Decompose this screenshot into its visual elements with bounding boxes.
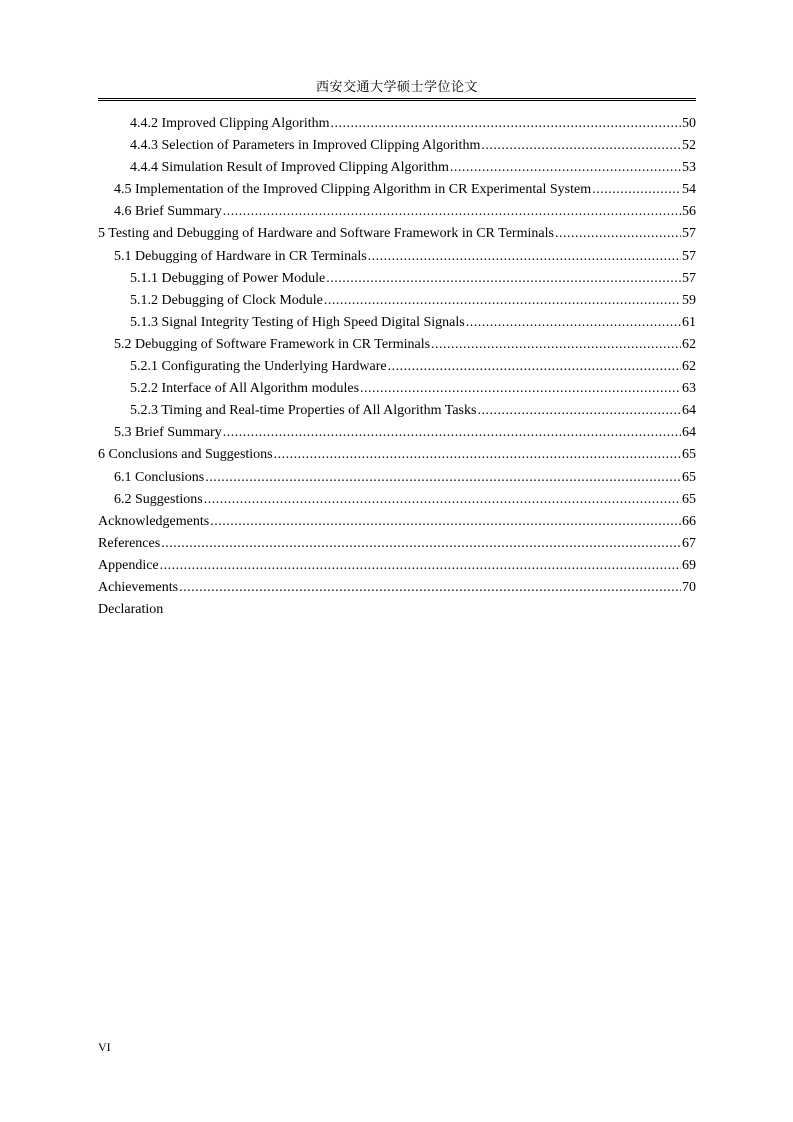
- toc-entry-page: 70: [682, 579, 696, 595]
- toc-entry[interactable]: [98, 113, 696, 135]
- toc-entry-page: 56: [682, 204, 696, 220]
- toc-entry-title: 6.1 Conclusions: [114, 469, 205, 485]
- toc-entry[interactable]: [98, 378, 696, 400]
- toc-entry[interactable]: [98, 555, 696, 577]
- toc-entry[interactable]: [98, 356, 696, 378]
- toc-dot-leader: [592, 179, 681, 201]
- toc-dot-leader: [326, 268, 681, 290]
- toc-dot-leader: [205, 467, 681, 489]
- toc-entry-page: 57: [682, 270, 696, 286]
- toc-entry-page: 57: [682, 226, 696, 242]
- toc-entry[interactable]: [98, 489, 696, 511]
- toc-dot-leader: [160, 555, 681, 577]
- page-number: VI: [98, 1040, 111, 1054]
- toc-entry[interactable]: [98, 223, 696, 245]
- toc-entry-page: 50: [682, 116, 696, 131]
- toc-entry-page: 67: [682, 535, 696, 551]
- toc-entry[interactable]: [98, 511, 696, 533]
- toc-dot-leader: [331, 113, 682, 135]
- toc-entry-title: Declaration: [98, 602, 164, 618]
- toc-entry[interactable]: [98, 312, 696, 334]
- toc-entry-page: 69: [682, 557, 696, 573]
- toc-entry-page: 62: [682, 336, 696, 352]
- toc-dot-leader: [431, 334, 681, 356]
- toc-entry-title: 5.2.3 Timing and Real-time Properties of All Algorithm Tasks: [130, 403, 477, 419]
- toc-entry-title: 5.2.2 Interface of All Algorithm modules: [130, 381, 360, 397]
- toc-entry-page: 57: [682, 248, 696, 264]
- toc-entry[interactable]: [98, 268, 696, 290]
- toc-dot-leader: [179, 577, 681, 599]
- toc-entry-title: 5 Testing and Debugging of Hardware and Software Framework in CR Terminals: [98, 226, 554, 242]
- toc-entry-title: 4.6 Brief Summary: [114, 204, 222, 220]
- toc-entry-page: 54: [682, 182, 696, 198]
- toc-dot-leader: [555, 223, 681, 245]
- toc-entry[interactable]: [98, 400, 696, 422]
- toc-dot-leader: [204, 489, 681, 511]
- toc-entry[interactable]: [98, 334, 696, 356]
- toc-entry-title: 4.4.3 Selection of Parameters in Improved Clipping Algorithm: [130, 138, 481, 154]
- toc-dot-leader: [223, 422, 681, 444]
- toc-entry-page: 65: [682, 491, 696, 507]
- toc-entry-title: 5.1 Debugging of Hardware in CR Terminals: [114, 248, 367, 264]
- toc-dot-leader: [368, 246, 681, 268]
- toc-entry-page: 61: [682, 314, 696, 330]
- toc-entry-page: 64: [682, 425, 696, 441]
- toc-dot-leader: [481, 135, 681, 157]
- toc-entry[interactable]: [98, 533, 696, 555]
- toc-dot-leader: [274, 444, 681, 466]
- toc-entry-title: 5.1.1 Debugging of Power Module: [130, 270, 326, 286]
- toc-dot-leader: [388, 356, 681, 378]
- toc-entry-title: 4.4.4 Simulation Result of Improved Clipping Algorithm: [130, 160, 449, 176]
- toc-entry-page: 64: [682, 403, 696, 419]
- toc-entry-page: 66: [682, 513, 696, 529]
- toc-entry-title: 5.2 Debugging of Software Framework in CR Terminals: [114, 336, 431, 352]
- toc-entry[interactable]: [98, 444, 696, 466]
- toc-entry-title: Acknowledgements: [98, 513, 210, 529]
- header-double-rule: [98, 98, 696, 101]
- toc-entry-page: 65: [682, 469, 696, 485]
- toc-entry-page: 53: [682, 160, 696, 176]
- toc-entry[interactable]: [98, 201, 696, 223]
- toc-entry-title: 5.3 Brief Summary: [114, 425, 222, 441]
- toc-entry-title: 5.2.1 Configurating the Underlying Hardware: [130, 359, 387, 375]
- toc-dot-leader: [450, 157, 681, 179]
- toc-entry-title: 6 Conclusions and Suggestions: [98, 447, 273, 463]
- toc-entry[interactable]: [98, 467, 696, 489]
- toc-entry-title: 5.1.3 Signal Integrity Testing of High Speed Digital Signals: [130, 314, 465, 330]
- toc-entry-page: 63: [682, 381, 696, 397]
- toc-entry-title: References: [98, 535, 161, 551]
- toc-entry[interactable]: [98, 246, 696, 268]
- toc-entry-page: 65: [682, 447, 696, 463]
- table-of-contents: [98, 113, 696, 621]
- toc-dot-leader: [477, 400, 681, 422]
- toc-entry-title: Appendice: [98, 557, 159, 573]
- toc-dot-leader: [360, 378, 681, 400]
- toc-entry[interactable]: [98, 422, 696, 444]
- toc-dot-leader: [324, 290, 681, 312]
- toc-entry-page: 52: [682, 138, 696, 154]
- toc-entry[interactable]: [98, 290, 696, 312]
- toc-entry-page: 59: [682, 292, 696, 308]
- toc-entry-title: 5.1.2 Debugging of Clock Module: [130, 292, 323, 308]
- toc-entry[interactable]: [98, 157, 696, 179]
- running-header: 西安交通大学硕士学位论文: [315, 79, 478, 94]
- toc-dot-leader: [161, 533, 681, 555]
- toc-entry[interactable]: [98, 577, 696, 599]
- toc-dot-leader: [466, 312, 681, 334]
- toc-dot-leader: [223, 201, 681, 223]
- toc-entry-title: Achievements: [98, 579, 179, 595]
- toc-dot-leader: [210, 511, 681, 533]
- toc-entry[interactable]: [98, 179, 696, 201]
- toc-entry-title: 4.4.2 Improved Clipping Algorithm: [130, 116, 330, 131]
- toc-entry[interactable]: [98, 599, 696, 621]
- toc-entry-title: 4.5 Implementation of the Improved Clipping Algorithm in CR Experimental System: [114, 182, 592, 198]
- toc-entry-page: 62: [682, 359, 696, 375]
- toc-entry-title: 6.2 Suggestions: [114, 491, 203, 507]
- toc-entry[interactable]: [98, 135, 696, 157]
